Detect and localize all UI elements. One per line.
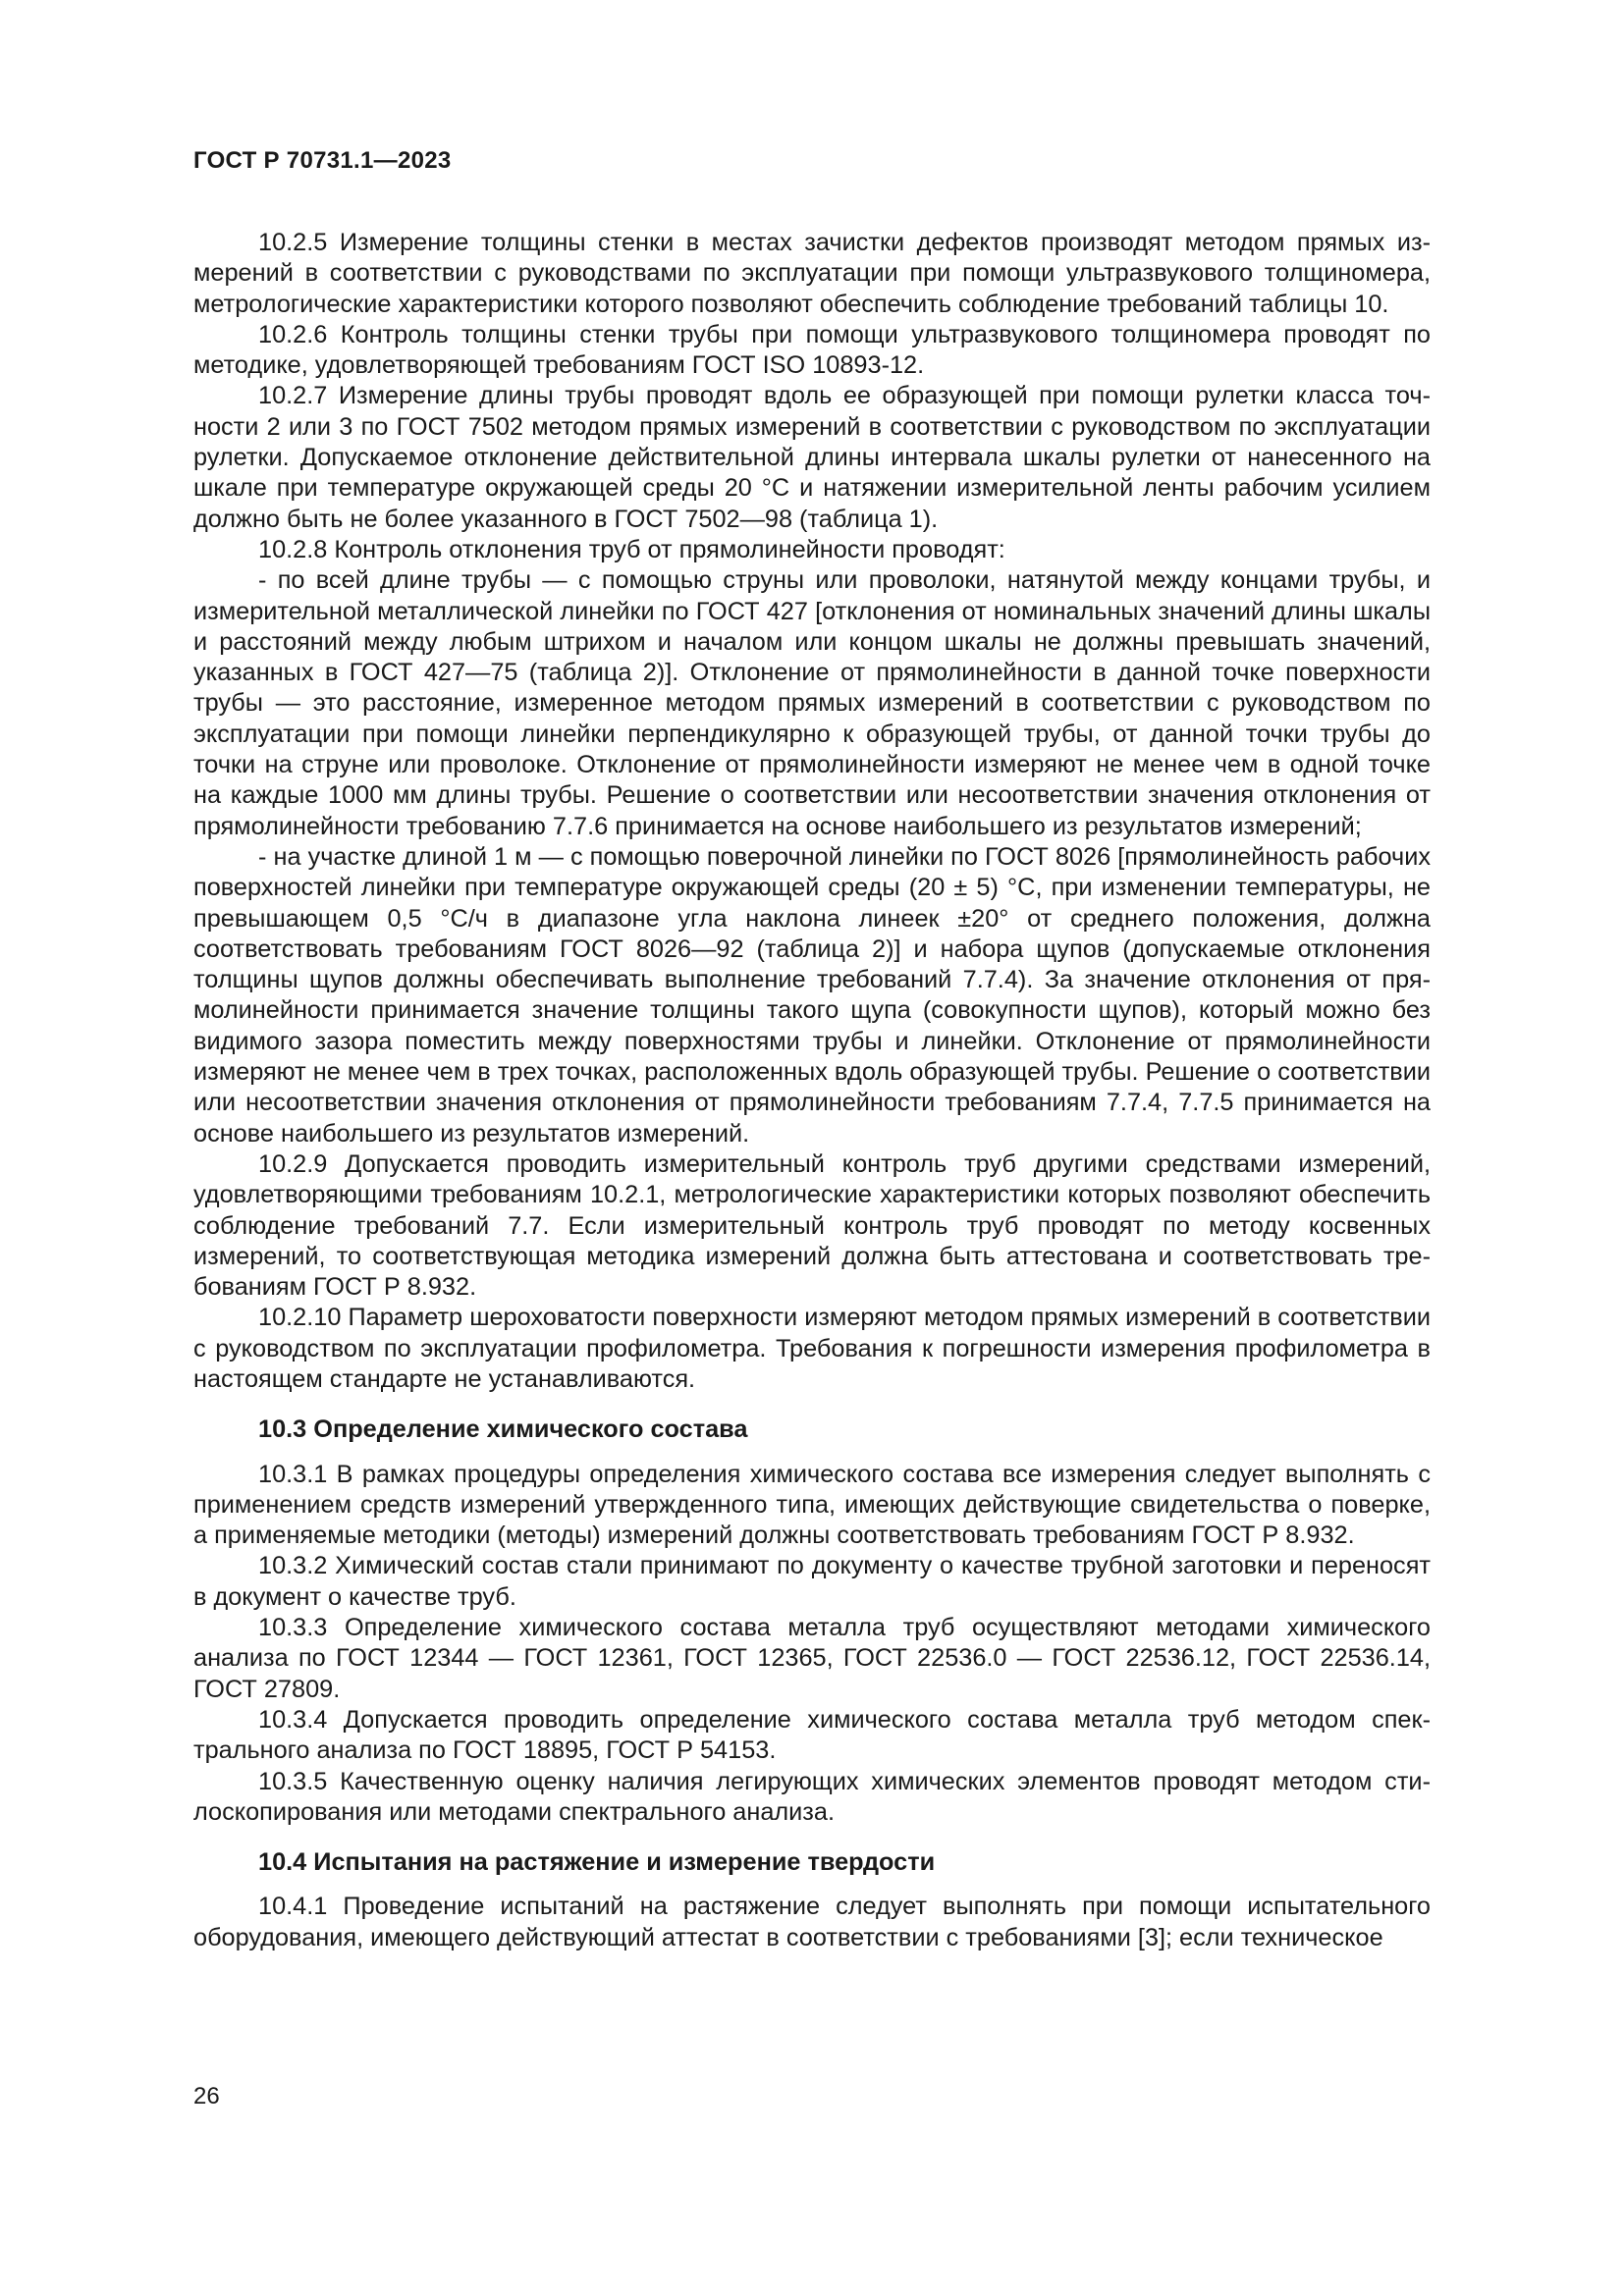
paragraph-10-2-5: 10.2.5 Измерение толщины стенки в местах зачистки дефектов производят методом прямых измерений в соответствии с руководствами по эксплуатации при помощи ультразвукового толщиномера, метрологические характеристики которого позволяют обеспечить соблюдение требований таблицы 10. xyxy=(193,229,1431,318)
paragraph-10-4-1: 10.4.1 Проведение испытаний на растяжение следует выполнять при помощи испытательного оборудования, имеющего действующий аттестат в соответствии с требованиями [3]; если техническое xyxy=(193,1893,1431,1951)
document-body xyxy=(193,228,1431,1953)
paragraph-10-2-8: 10.2.8 Контроль отклонения труб от прямолинейности проводят: xyxy=(258,535,1005,563)
list-item-one-meter: - на участке длиной 1 м — с помощью поверочной линейки по ГОСТ 8026 [прямолинейность рабочих поверхностей линейки при температуре окружающей среды (20 ± 5) °С, при изменении температуры, не превышающем 0,5 °С/ч в диапазоне угла наклона линеек ±20° от среднего положения, должна соответствовать требованиям ГОСТ 8026—92 (таблица 2)] и набора щупов (допускаемые отклонения толщины щупов должны обеспечивать выполнение требований 7.7.4). За значение отклонения от прямолинейности принимается значение толщины такого щупа (совокупности щупов), который можно без видимого зазора поместить между поверхностями трубы и линейки. Отклонение от прямолинейности измеряют не менее чем в трех точках, расположенных вдоль образующей трубы. Решение о соответствии или несоответствии значения отклонения от прямолинейности требованиям 7.7.4, 7.7.5 принимается на основе наибольшего из результатов измерений. xyxy=(193,842,1431,1148)
list-item-full-length: - по всей длине трубы — с помощью струны или проволоки, натянутой между концами трубы, и измерительной металлической линейки по ГОСТ 427 [отклонения от номинальных значений длины шкалы и расстояний между любым штрихом и началом или концом шкалы не должны превышать значений, указанных в ГОСТ 427—75 (таблица 2)]. Отклонение от прямолинейности в данной точке поверхности трубы — это расстояние, измеренное методом прямых измерений в соответствии с руководством по эксплуатации при помощи линейки перпендикулярно к образующей трубы, от данной точки трубы до точки на струне или проволоке. Отклонение от прямолинейности измеряют не менее чем в одной точке на каждые 1000 мм длины трубы. Решение о соответствии или несоответствии значения отклонения от прямолинейности требованию 7.7.6 принимается на основе наибольшего из результатов измерений; xyxy=(193,566,1431,840)
paragraph-10-3-1: 10.3.1 В рамках процедуры определения химического состава все измерения следует выполнять с применением средств измерений утвержденного типа, имеющих действующие свидетельства о поверке, а применяемые методики (методы) измерений должны соответствовать требованиям ГОСТ Р 8.932. xyxy=(193,1460,1431,1550)
paragraph-10-3-2: 10.3.2 Химический состав стали принимают по документу о качестве трубной заготовки и переносят в документ о качестве труб. xyxy=(193,1552,1431,1611)
paragraph-10-2-7: 10.2.7 Измерение длины трубы проводят вдоль ее образующей при помощи рулетки класса точности 2 или 3 по ГОСТ 7502 методом прямых измерений в соответствии с руководством по эксплуатации рулетки. Допускаемое отклонение действительной длины интервала шкалы рулетки от нанесенного на шкале при температуре окружающей среды 20 °С и натяжении измерительной ленты рабочим усилием должно быть не более указанного в ГОСТ 7502—98 (таблица 1). xyxy=(193,382,1431,533)
paragraph-10-2-6: 10.2.6 Контроль толщины стенки трубы при помощи ультразвукового толщиномера проводят по методике, удовлетворяющей требованиям ГОСТ ISO 10893-12. xyxy=(193,320,1431,380)
paragraph-10-3-4: 10.3.4 Допускается проводить определение химического состава металла труб методом спектрального анализа по ГОСТ 18895, ГОСТ Р 54153. xyxy=(193,1705,1431,1765)
section-heading-10-3: 10.3 Определение химического состава xyxy=(258,1415,748,1444)
paragraph-10-2-9: 10.2.9 Допускается проводить измерительный контроль труб другими средствами измерений, удовлетворяющими требованиям 10.2.1, метрологические характеристики которых позволяют обеспечить соблюдение требований 7.7. Если измерительный контроль труб проводят по методу косвенных измерений, то соответствующая методика измерений должна быть аттестована и соответствовать требованиям ГОСТ Р 8.932. xyxy=(193,1149,1431,1302)
standard-id-header: ГОСТ Р 70731.1—2023 xyxy=(193,147,452,174)
page-number: 26 xyxy=(193,2083,220,2109)
paragraph-10-3-5: 10.3.5 Качественную оценку наличия легирующих химических элементов проводят методом стилоскопирования или методами спектрального анализа. xyxy=(193,1767,1431,1826)
section-heading-10-4: 10.4 Испытания на растяжение и измерение твердости xyxy=(258,1848,936,1877)
paragraph-10-2-10: 10.2.10 Параметр шероховатости поверхности измеряют методом прямых измерений в соответствии с руководством по эксплуатации профилометра. Требования к погрешности измерения профилометра в настоящем стандарте не устанавливаются. xyxy=(193,1304,1431,1393)
paragraph-10-3-3: 10.3.3 Определение химического состава металла труб осуществляют методами химического анализа по ГОСТ 12344 — ГОСТ 12361, ГОСТ 12365, ГОСТ 22536.0 — ГОСТ 22536.12, ГОСТ 22536.14, ГОСТ 27809. xyxy=(193,1614,1431,1703)
